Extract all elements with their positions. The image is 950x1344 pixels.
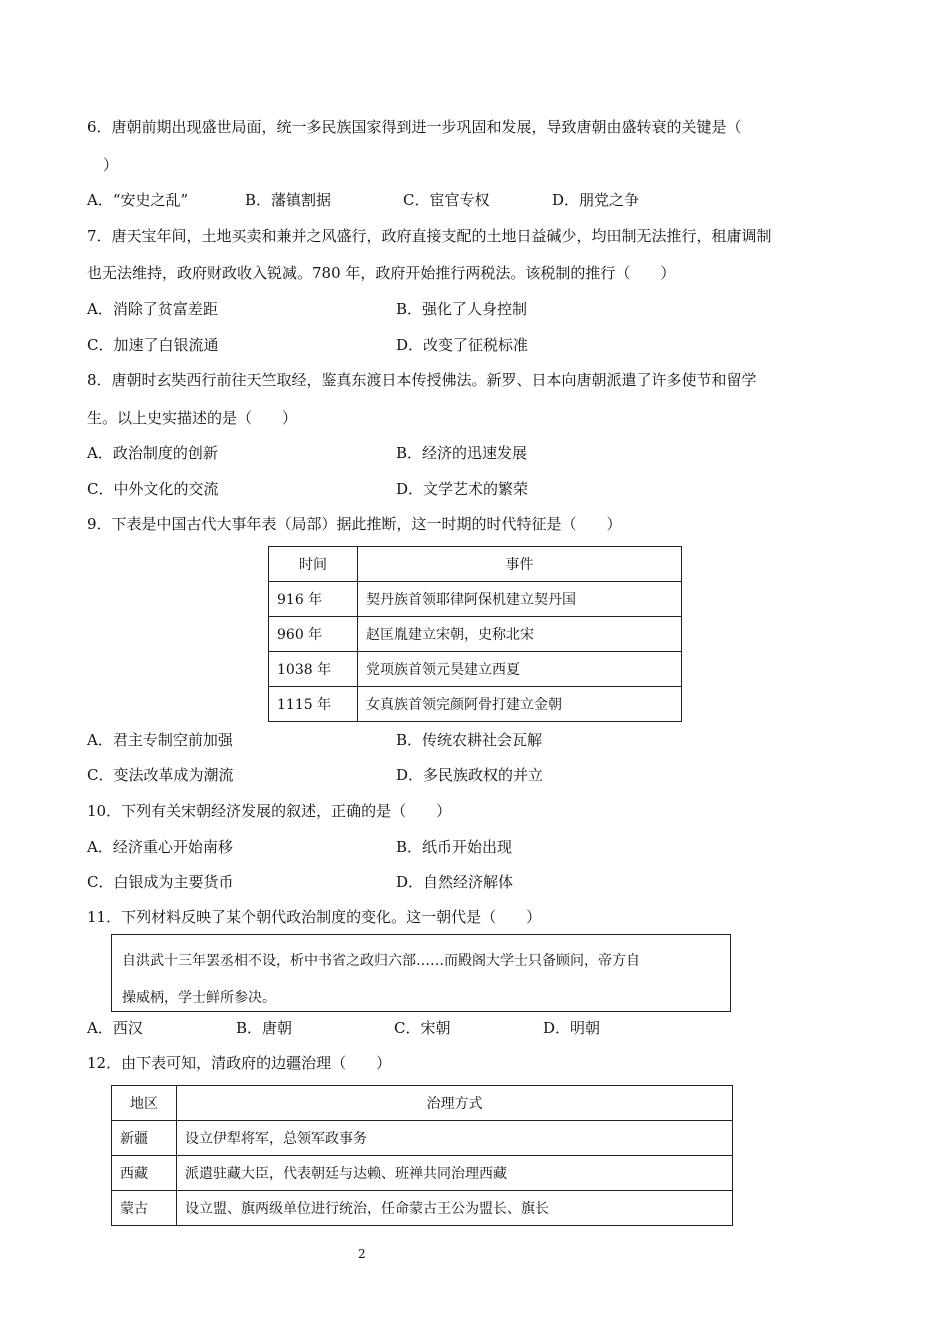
table-row xyxy=(269,617,682,652)
q10-stem: 10．下列有关宋朝经济发展的叙述，正确的是（ ） xyxy=(87,802,452,820)
events-table xyxy=(268,546,682,722)
q10-option-c: C．白银成为主要货币 xyxy=(87,873,234,891)
q7-stem-line1: 7．唐天宝年间，土地买卖和兼并之风盛行，政府直接支配的土地日益碱少，均田制无法推行，租庸调制 xyxy=(87,227,772,245)
q11-option-c: C．宋朝 xyxy=(394,1019,451,1037)
q10-option-b: B．纸币开始出现 xyxy=(396,838,513,856)
q7-option-b: B．强化了人身控制 xyxy=(396,300,528,318)
q8-stem-line2: 生。以上史实描述的是（ ） xyxy=(87,409,298,427)
table-header-row xyxy=(112,1086,733,1121)
q10-option-a: A．经济重心开始南移 xyxy=(87,838,233,856)
table-header-method: 治理方式 xyxy=(177,1086,733,1121)
table-cell: 设立盟、旗两级单位进行统治，任命蒙古王公为盟长、旗长 xyxy=(177,1191,733,1226)
q7-option-c: C．加速了白银流通 xyxy=(87,336,219,354)
table-row xyxy=(112,1121,733,1156)
q8-option-d: D．文学艺术的繁荣 xyxy=(396,480,529,498)
q11-option-b: B．唐朝 xyxy=(236,1019,293,1037)
table-cell: 960 年 xyxy=(269,617,358,652)
q8-stem-line1: 8．唐朝时玄奘西行前往天竺取经，鉴真东渡日本传授佛法。新罗、日本向唐朝派遣了许多使节和留学 xyxy=(87,371,757,389)
table-cell: 女真族首领完颜阿骨打建立金朝 xyxy=(358,687,682,722)
q11-stem: 11．下列材料反映了某个朝代政治制度的变化。这一朝代是（ ） xyxy=(87,908,542,926)
q12-stem: 12．由下表可知，清政府的边疆治理（ ） xyxy=(87,1054,392,1072)
table-header-region: 地区 xyxy=(112,1086,177,1121)
q6-option-d: D．朋党之争 xyxy=(552,191,640,209)
table-cell: 赵匡胤建立宋朝，史称北宋 xyxy=(358,617,682,652)
table-header-event: 事件 xyxy=(358,547,682,582)
table-cell: 设立伊犁将军，总领军政事务 xyxy=(177,1121,733,1156)
quote-line2: 操威柄，学士鲜所参决。 xyxy=(122,990,276,1006)
q9-option-b: B．传统农耕社会瓦解 xyxy=(396,731,543,749)
q9-stem: 9．下表是中国古代大事年表（局部）据此推断，这一时期的时代特征是（ ） xyxy=(87,515,622,533)
q9-option-d: D．多民族政权的并立 xyxy=(396,766,544,784)
q6-stem-line1: 6．唐朝前期出现盛世局面，统一多民族国家得到进一步巩固和发展，导致唐朝由盛转衰的关键是（ xyxy=(87,118,742,136)
table-row xyxy=(269,652,682,687)
table-cell: 西藏 xyxy=(112,1156,177,1191)
q7-stem-line2: 也无法维持，政府财政收入锐减。780 年，政府开始推行两税法。该税制的推行（ ） xyxy=(87,264,676,282)
q7-option-a: A．消除了贫富差距 xyxy=(87,300,218,318)
table-cell: 契丹族首领耶律阿保机建立契丹国 xyxy=(358,582,682,617)
q6-option-a: A．“安史之乱” xyxy=(87,191,189,209)
source-quote-box xyxy=(111,934,731,1012)
q6-option-c: C．宦官专权 xyxy=(403,191,490,209)
q8-option-a: A．政治制度的创新 xyxy=(87,444,218,462)
table-row xyxy=(269,687,682,722)
q9-option-a: A．君主专制空前加强 xyxy=(87,731,233,749)
table-row xyxy=(112,1191,733,1226)
table-row xyxy=(112,1156,733,1191)
q6-option-b: B．藩镇割据 xyxy=(245,191,332,209)
q6-stem-line2: ） xyxy=(103,156,119,174)
table-cell: 新疆 xyxy=(112,1121,177,1156)
table-cell: 916 年 xyxy=(269,582,358,617)
table-cell: 蒙古 xyxy=(112,1191,177,1226)
table-header-time: 时间 xyxy=(269,547,358,582)
table-cell: 派遣驻藏大臣，代表朝廷与达赖、班禅共同治理西藏 xyxy=(177,1156,733,1191)
quote-line1: 自洪武十三年罢丞相不设，析中书省之政归六部……而殿阁大学士只备顾问，帝方自 xyxy=(122,953,640,969)
table-row xyxy=(269,582,682,617)
table-cell: 1038 年 xyxy=(269,652,358,687)
q8-option-b: B．经济的迅速发展 xyxy=(396,444,528,462)
table-cell: 党项族首领元昊建立西夏 xyxy=(358,652,682,687)
q7-option-d: D．改变了征税标准 xyxy=(396,336,529,354)
q8-option-c: C．中外文化的交流 xyxy=(87,480,219,498)
table-header-row xyxy=(269,547,682,582)
q11-option-d: D．明朝 xyxy=(543,1019,601,1037)
q9-option-c: C．变法改革成为潮流 xyxy=(87,766,234,784)
frontier-governance-table xyxy=(111,1085,733,1226)
table-cell: 1115 年 xyxy=(269,687,358,722)
page-number: 2 xyxy=(358,1247,366,1261)
q11-option-a: A．西汉 xyxy=(87,1019,143,1037)
q10-option-d: D．自然经济解体 xyxy=(396,873,514,891)
